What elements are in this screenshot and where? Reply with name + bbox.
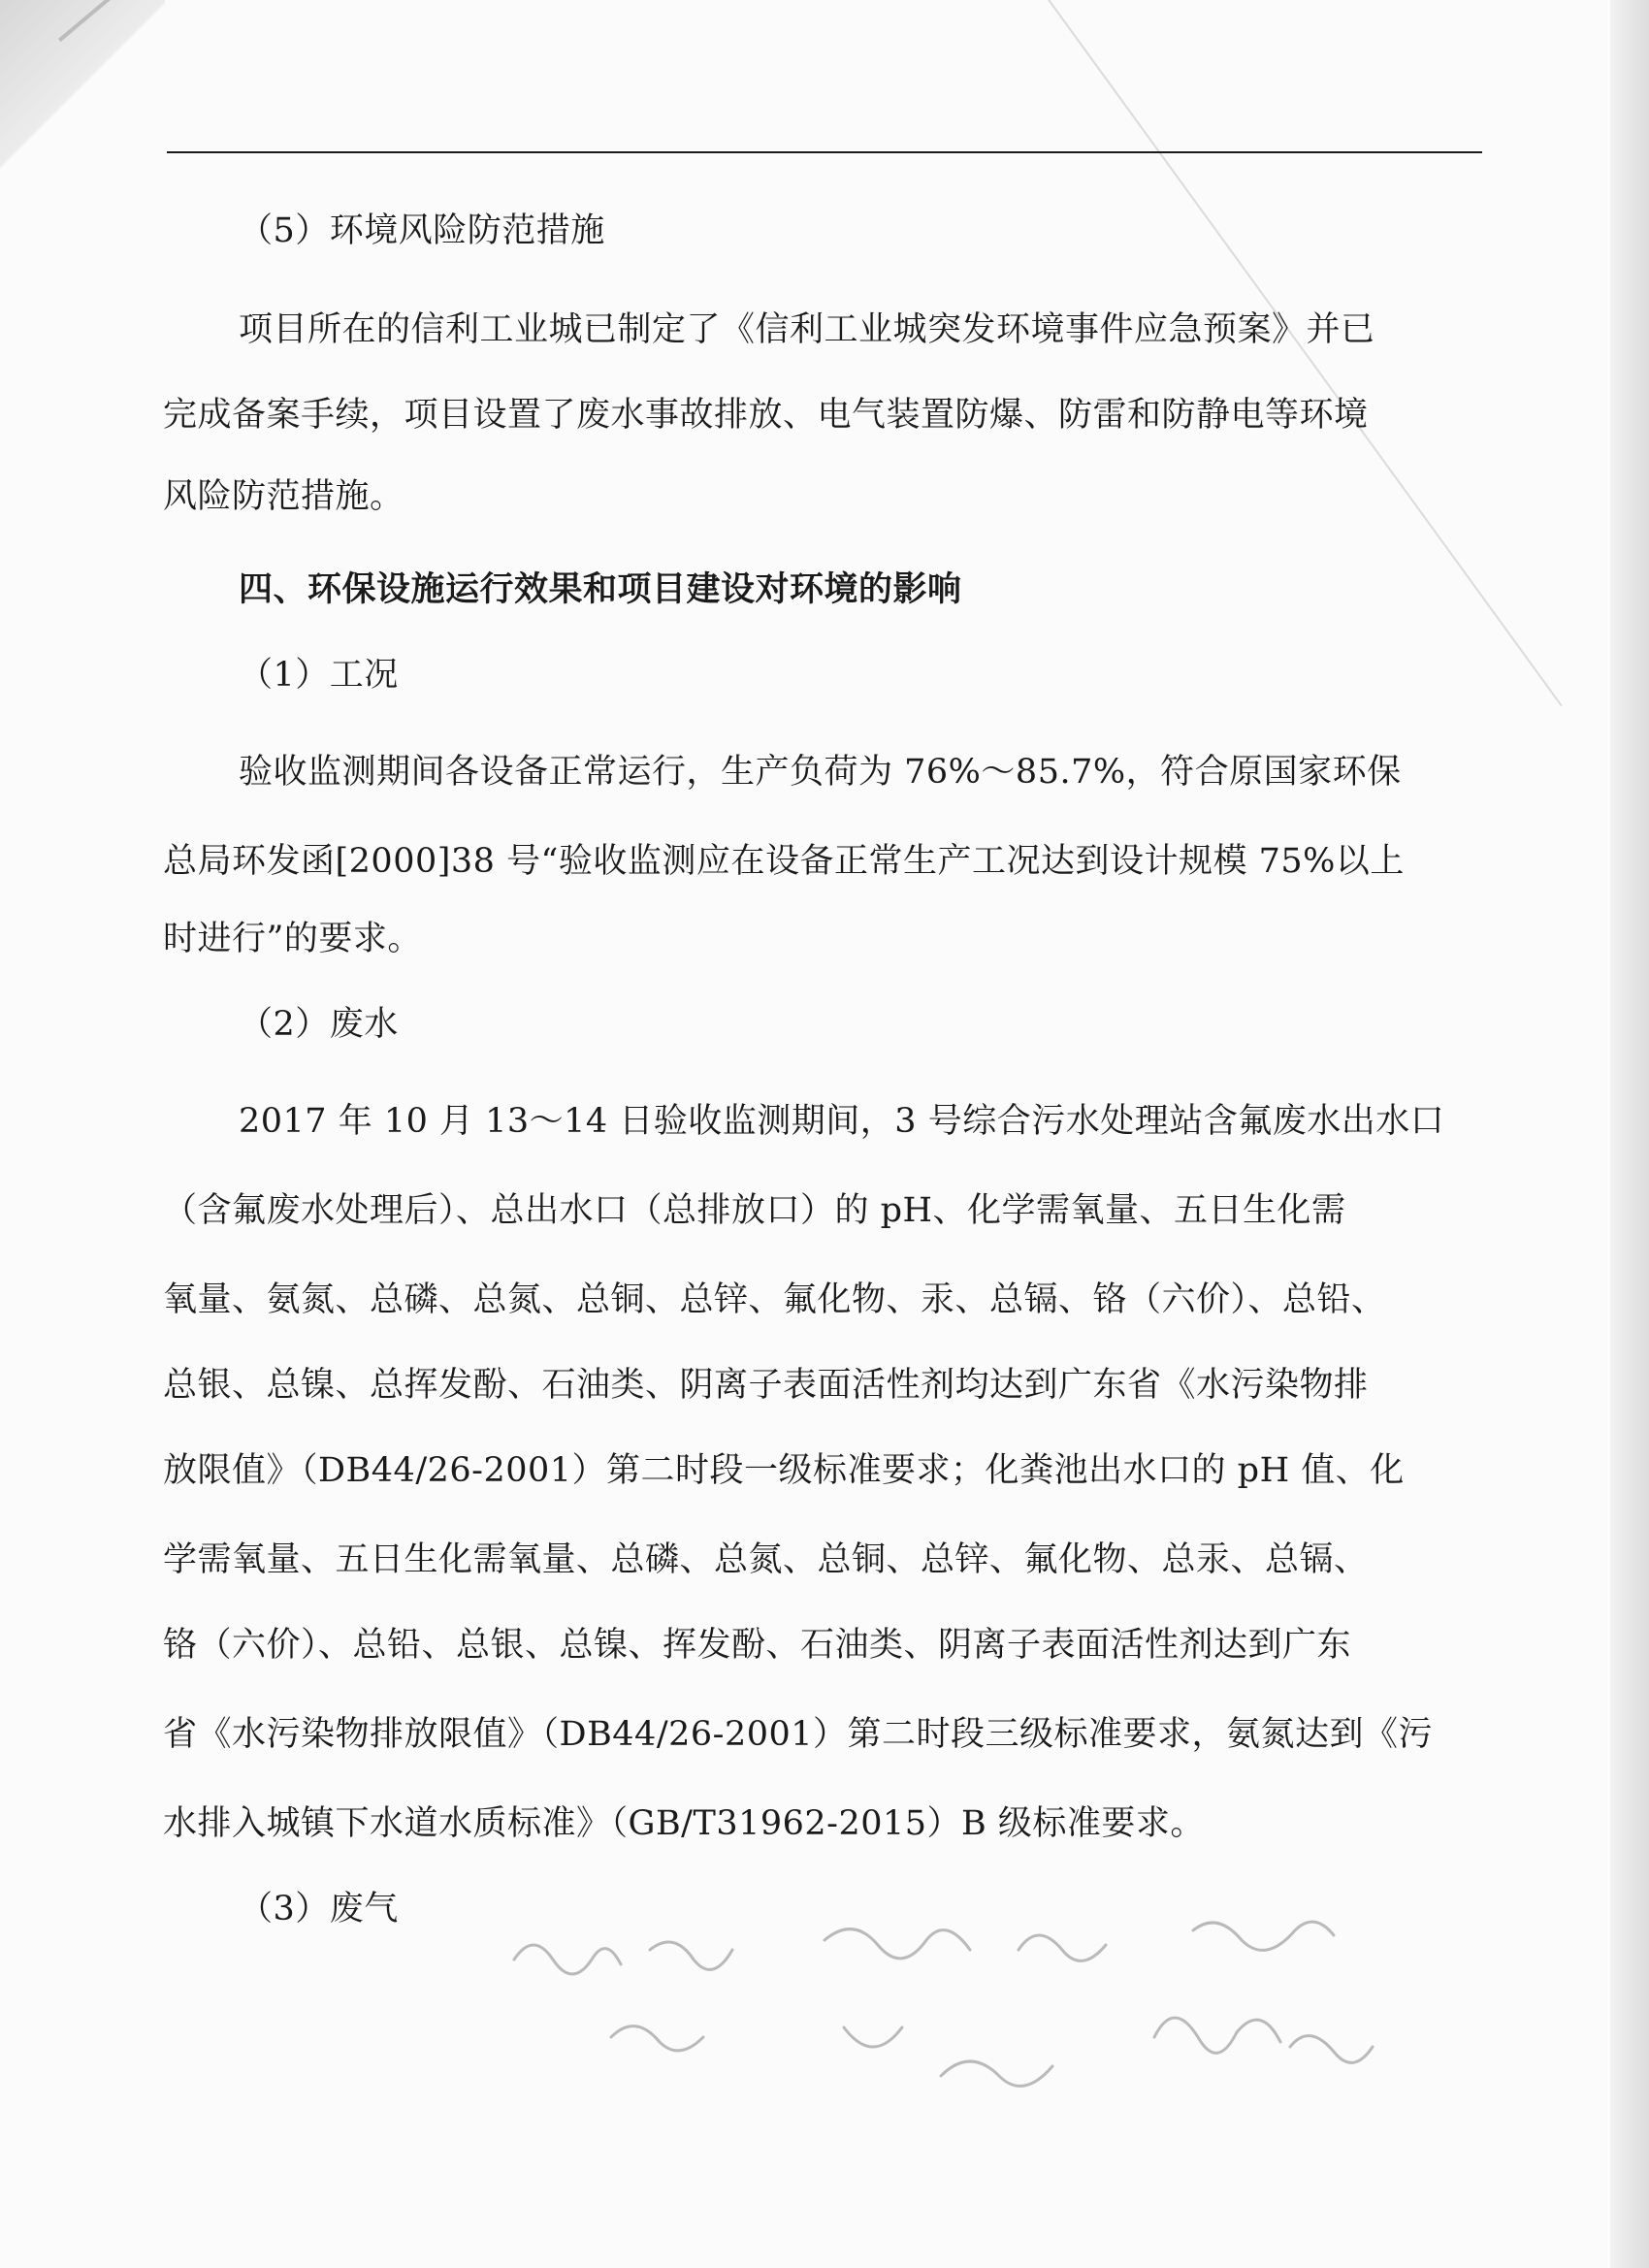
sub-2-line-8: 省《水污染物排放限值》（DB44/26-2001）第二时段三级标准要求，氨氮达到《污: [163, 1715, 1434, 1754]
sub-2-line-1: 2017 年 10 月 13～14 日验收监测期间，3 号综合污水处理站含氟废水出水口: [239, 1102, 1445, 1141]
sub-1-line-2: 总局环发函[2000]38 号“验收监测应在设备正常生产工况达到设计规模 75%以上: [163, 842, 1405, 881]
sub-2-heading: （2）废水: [239, 1005, 399, 1044]
section-5-line-2: 完成备案手续，项目设置了废水事故排放、电气装置防爆、防雷和防静电等环境: [163, 396, 1369, 435]
folded-corner: [0, 0, 165, 204]
header-rule: [167, 151, 1482, 153]
sub-3-heading: （3）废气: [239, 1890, 399, 1928]
sub-1-line-1: 验收监测期间各设备正常运行，生产负荷为 76%～85.7%，符合原国家环保: [239, 753, 1402, 792]
section-5-line-3: 风险防范措施。: [163, 477, 404, 516]
sub-2-line-9: 水排入城镇下水道水质标准》（GB/T31962-2015）B 级标准要求。: [163, 1804, 1205, 1843]
sub-1-line-3: 时进行”的要求。: [163, 920, 422, 958]
sub-2-line-4: 总银、总镍、总挥发酚、石油类、阴离子表面活性剂均达到广东省《水污染物排: [163, 1366, 1369, 1405]
sub-1-heading: （1）工况: [239, 656, 399, 695]
section-5-line-1: 项目所在的信利工业城已制定了《信利工业城突发环境事件应急预案》并已: [239, 310, 1375, 349]
sub-2-line-2: （含氟废水处理后）、总出水口（总排放口）的 pH、化学需氧量、五日生化需: [163, 1191, 1346, 1230]
section-4-heading: 四、环保设施运行效果和项目建设对环境的影响: [239, 569, 962, 609]
page-edge-shadow: [1610, 0, 1649, 2268]
sub-2-line-7: 铬（六价）、总铅、总银、总镍、挥发酚、石油类、阴离子表面活性剂达到广东: [163, 1626, 1352, 1665]
handwritten-signatures: [146, 1872, 1455, 2144]
sub-2-line-3: 氧量、氨氮、总磷、总氮、总铜、总锌、氟化物、汞、总镉、铬（六价）、总铅、: [163, 1280, 1386, 1319]
sub-2-line-6: 学需氧量、五日生化需氧量、总磷、总氮、总铜、总锌、氟化物、总汞、总镉、: [163, 1540, 1369, 1579]
section-5-heading: （5）环境风险防范措施: [239, 211, 605, 250]
sub-2-line-5: 放限值》（DB44/26-2001）第二时段一级标准要求；化粪池出水口的 pH 值、化: [163, 1451, 1405, 1490]
